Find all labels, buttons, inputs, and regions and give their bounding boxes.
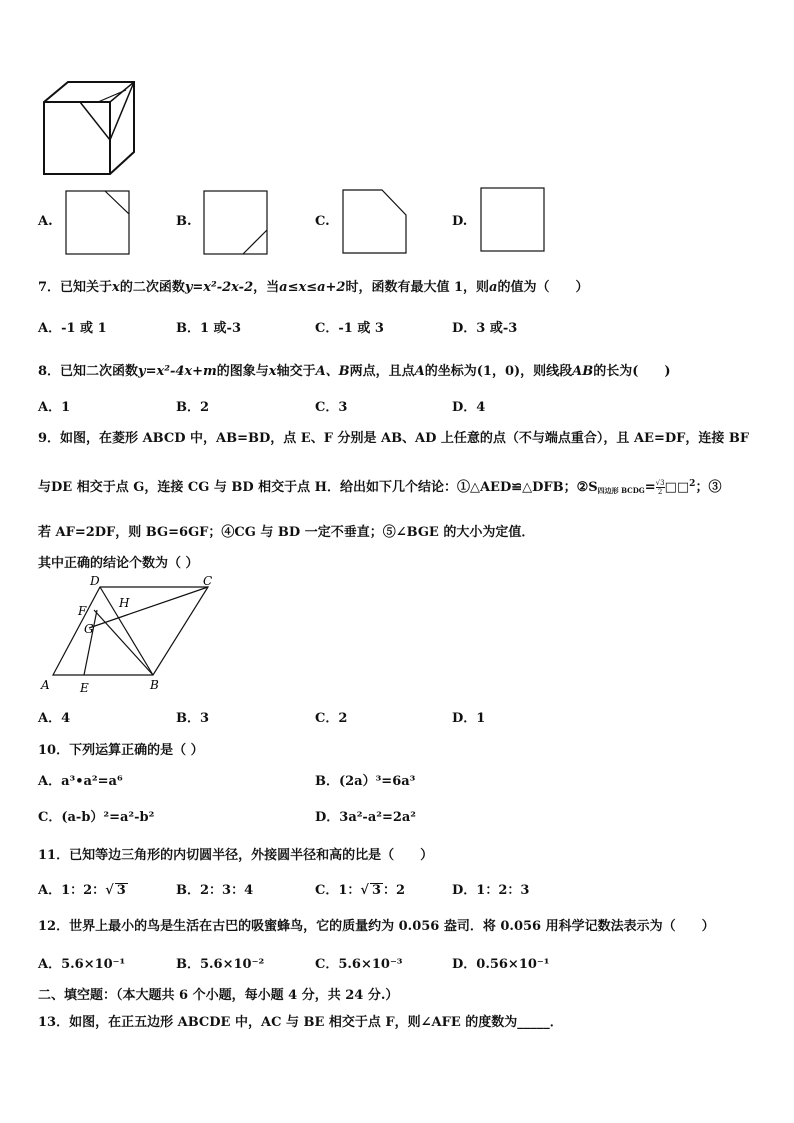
label-h: H	[119, 596, 130, 610]
q7-option-d: D．3 或-3	[452, 321, 518, 336]
q8-formula: y=x²-4x+m	[138, 364, 217, 379]
label-g: G	[84, 622, 94, 636]
q9-option-c: C．2	[315, 711, 348, 726]
q6-option-b-label: B.	[176, 214, 192, 229]
q8-var-x: x	[268, 364, 277, 379]
q10-option-d: D．3a²-a²=2a²	[315, 810, 417, 825]
q9-fraction	[656, 479, 665, 496]
q7-formula: y=x²-2x-2	[184, 280, 254, 295]
q7-condition: a≤x≤a+2	[279, 280, 346, 295]
label-f: F	[78, 604, 87, 618]
q11-option-c-text: C．1：	[315, 883, 361, 898]
q9-line-1: 9．如图，在菱形 ABCD 中，AB=BD，点 E、F 分别是 AB、AD 上任意的点（不与端点重合），且 AE=DF，连接 BF	[38, 431, 750, 446]
q6-option-a-figure	[65, 190, 131, 256]
q9-line-4: 其中正确的结论个数为（ ）	[38, 556, 199, 571]
q7-option-a: A．-1 或 1	[38, 321, 107, 336]
q7-option-b: B．1 或-3	[176, 321, 242, 336]
q11-option-a-radicand: 3	[116, 883, 126, 898]
q6-option-c-label: C.	[315, 214, 330, 229]
q8-text-f: 的长为( )	[593, 364, 671, 379]
q9-fraction-den: 2	[657, 488, 663, 496]
q8-option-c: C．3	[315, 400, 348, 415]
label-c: C	[203, 574, 213, 588]
q6-option-a-label: A.	[38, 214, 53, 229]
q7-text-e: 的值为（ ）	[497, 280, 589, 295]
q6-option-d-label: D.	[452, 214, 468, 229]
q6-option-b-figure	[203, 190, 269, 256]
label-e: E	[80, 681, 89, 695]
q8-text-b: 的图象与	[216, 364, 269, 379]
q8-segment-ab: AB	[572, 364, 594, 379]
q11-option-a-text: A．1：2：	[38, 883, 106, 898]
q8-points-ab: A、B	[315, 364, 350, 379]
q8-point-a: A	[414, 364, 425, 379]
q8-option-b: B．2	[176, 400, 210, 415]
q9-exponent: 2	[689, 479, 696, 489]
q11-option-c: C．1：√ 3 ：2	[315, 883, 406, 898]
q8-text-e: 的坐标为(1，0)，则线段	[424, 364, 573, 379]
q9-line-3: 若 AF=2DF，则 BG=6GF；④CG 与 BD 一定不垂直；⑤∠BGE 的大小为定值．	[38, 525, 535, 540]
q7-text-b: 的二次函数	[119, 280, 185, 295]
q9-line-2-end: ；③	[695, 480, 722, 495]
q11-option-b: B．2：3：4	[176, 883, 254, 898]
q9-option-b: B．3	[176, 711, 210, 726]
q11-option-a: A．1：2：√ 3	[38, 883, 126, 898]
question-12: 12．世界上最小的鸟是生活在古巴的吸蜜蜂鸟，它的质量约为 0.056 盎司．将 0.056 用科学记数法表示为（ ）	[38, 919, 715, 934]
q8-text-d: 两点，且点	[349, 364, 415, 379]
question-7	[38, 276, 589, 295]
q7-var-x: x	[112, 280, 120, 295]
q8-option-d: D．4	[452, 400, 486, 415]
q9-line-2	[38, 476, 721, 496]
q7-text-d: 时，函数有最大值 1，则	[345, 280, 490, 295]
q8-option-a: A．1	[38, 400, 71, 415]
q7-option-c: C．-1 或 3	[315, 321, 384, 336]
q9-line-2-text: 与DE 相交于点 G，连接 CG 与 BD 相交于点 H．给出如下几个结论：①△AED≌△DFB；②S	[38, 480, 598, 495]
q10-option-c: C．(a-b）²=a²-b²	[38, 810, 155, 825]
q6-option-d-figure	[480, 187, 546, 253]
q9-option-d: D．1	[452, 711, 486, 726]
rhombus-figure	[38, 572, 218, 697]
q10-option-a: A．a³•a²=a⁶	[38, 774, 123, 789]
q10-option-b: B．(2a）³=6a³	[315, 774, 416, 789]
label-d: D	[90, 574, 100, 588]
section-2-title: 二、填空题：（本大题共 6 个小题，每小题 4 分，共 24 分.）	[38, 988, 399, 1003]
q12-option-a: A．5.6×10⁻¹	[38, 957, 126, 972]
label-b: B	[150, 678, 159, 692]
q6-option-c-figure	[342, 189, 408, 255]
q9-option-a: A．4	[38, 711, 71, 726]
q7-text-c: ，当	[253, 280, 280, 295]
q9-missing-glyphs: □□	[664, 480, 690, 495]
q7-var-a: a	[489, 280, 498, 295]
question-13: 13．如图，在正五边形 ABCDE 中，AC 与 BE 相交于点 F，则∠AFE 的度数为_____．	[38, 1015, 563, 1030]
cube-figure	[40, 80, 140, 178]
question-10: 10．下列运算正确的是（ ）	[38, 743, 204, 758]
q11-option-d: D．1：2：3	[452, 883, 530, 898]
q11-option-c-radicand: 3	[371, 883, 381, 898]
q12-option-b: B．5.6×10⁻²	[176, 957, 265, 972]
q8-text-c: 轴交于	[276, 364, 316, 379]
q11-option-c-end: ：2	[383, 883, 406, 898]
q9-equals: =	[644, 480, 656, 495]
question-8	[38, 360, 671, 379]
label-a: A	[41, 678, 50, 692]
q12-option-d: D．0.56×10⁻¹	[452, 957, 550, 972]
q12-option-c: C．5.6×10⁻³	[315, 957, 403, 972]
q7-text-a: 7．已知关于	[38, 280, 113, 295]
question-11: 11．已知等边三角形的内切圆半径，外接圆半径和高的比是（ ）	[38, 848, 434, 863]
q8-text-a: 8．已知二次函数	[38, 364, 139, 379]
q9-fraction-num: √3	[655, 479, 665, 487]
q9-area-subscript: 四边形 BCDG	[597, 486, 645, 495]
